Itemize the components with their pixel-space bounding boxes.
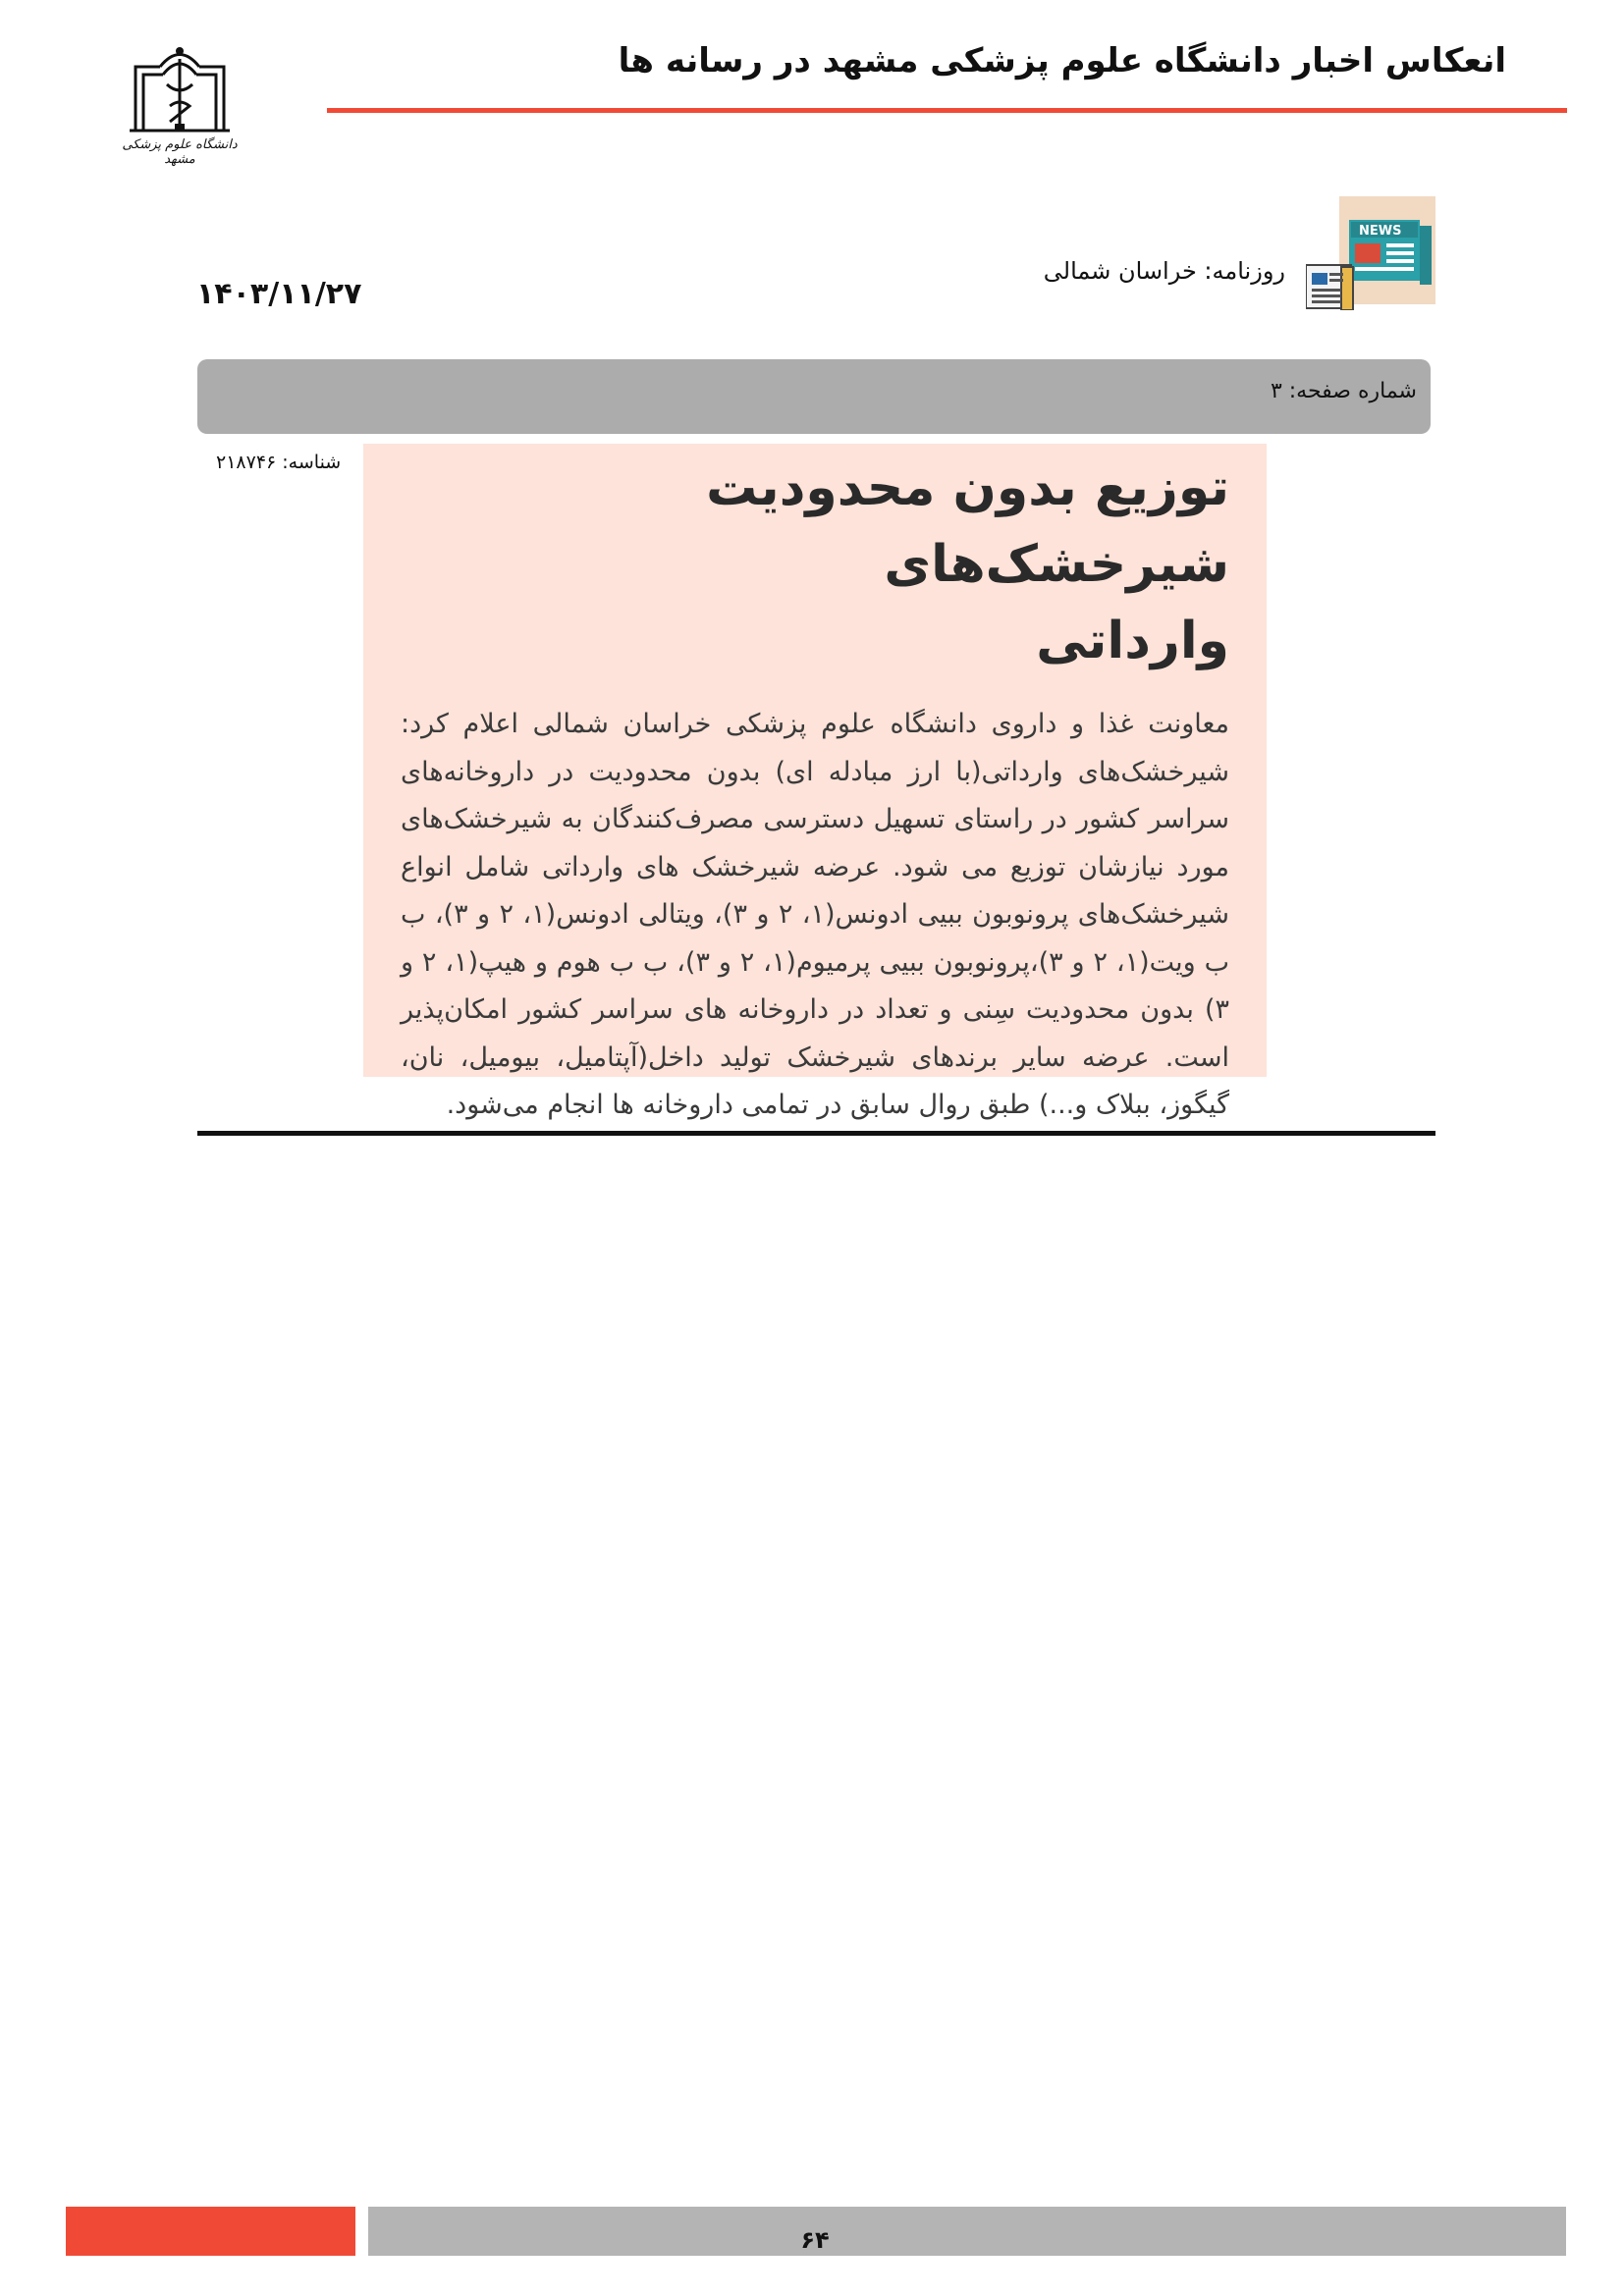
footer-bar [368, 2207, 1566, 2256]
page-number-bar [197, 359, 1431, 434]
newspaper-icon [1306, 196, 1435, 310]
newspaper-name: روزنامه: خراسان شمالی [1043, 257, 1285, 285]
article-body: معاونت غذا و داروی دانشگاه علوم پزشکی خراسان شمالی اعلام کرد: شیرخشک‌های وارداتی(با ارز مبادله ای) بدون محدودیت در داروخانه‌های سراسر کشور در راستای تسهیل دسترسی مصرف‌کنندگان به شیرخشک‌های مورد نیازشان توزیع می شود. عرضه شیرخشک های وارداتی شامل انواع شیرخشک‌های پرونوبون ببیی ادونس(۱، ۲ و ۳)، ویتالی ادونس(۱، ۲ و ۳)، ب ب ویت(۱، ۲ و ۳)،پرونوبون ببیی پرمیوم(۱، ۲ و ۳)، ب ب هوم و هیپ(۱، ۲ و ۳) بدون محدودیت سِنی و تعداد در داروخانه های سراسر کشور امکان‌پذیر است. عرضه سایر برندهای شیرخشک تولید داخل(آپتامیل، بیومیل، نان، گیگوز، ببلاک و...) طبق روال سابق در تمامی داروخانه ها انجام می‌شود. [401, 709, 1230, 1120]
content-divider [197, 1131, 1435, 1136]
footer-page-number: ۶۴ [800, 2226, 830, 2254]
page-title: انعکاس اخبار دانشگاه علوم پزشکی مشهد در رسانه ها [618, 41, 1506, 80]
article-identifier: شناسه: ۲۱۸۷۴۶ [216, 452, 342, 473]
publication-date: ۱۴۰۳/۱۱/۲۷ [196, 277, 362, 311]
logo-caption: دانشگاه علوم پزشکی مشهد [122, 137, 238, 167]
news-icon-label: NEWS [1359, 224, 1402, 239]
page-number: شماره صفحه: ۳ [1270, 379, 1417, 403]
university-emblem-icon [116, 37, 244, 145]
article-headline: توزیع بدون محدودیت شیرخشک‌های وارداتی [706, 458, 1229, 670]
article-clipping [363, 444, 1267, 1120]
footer-accent-bar [66, 2207, 355, 2256]
header-divider [327, 108, 1567, 113]
